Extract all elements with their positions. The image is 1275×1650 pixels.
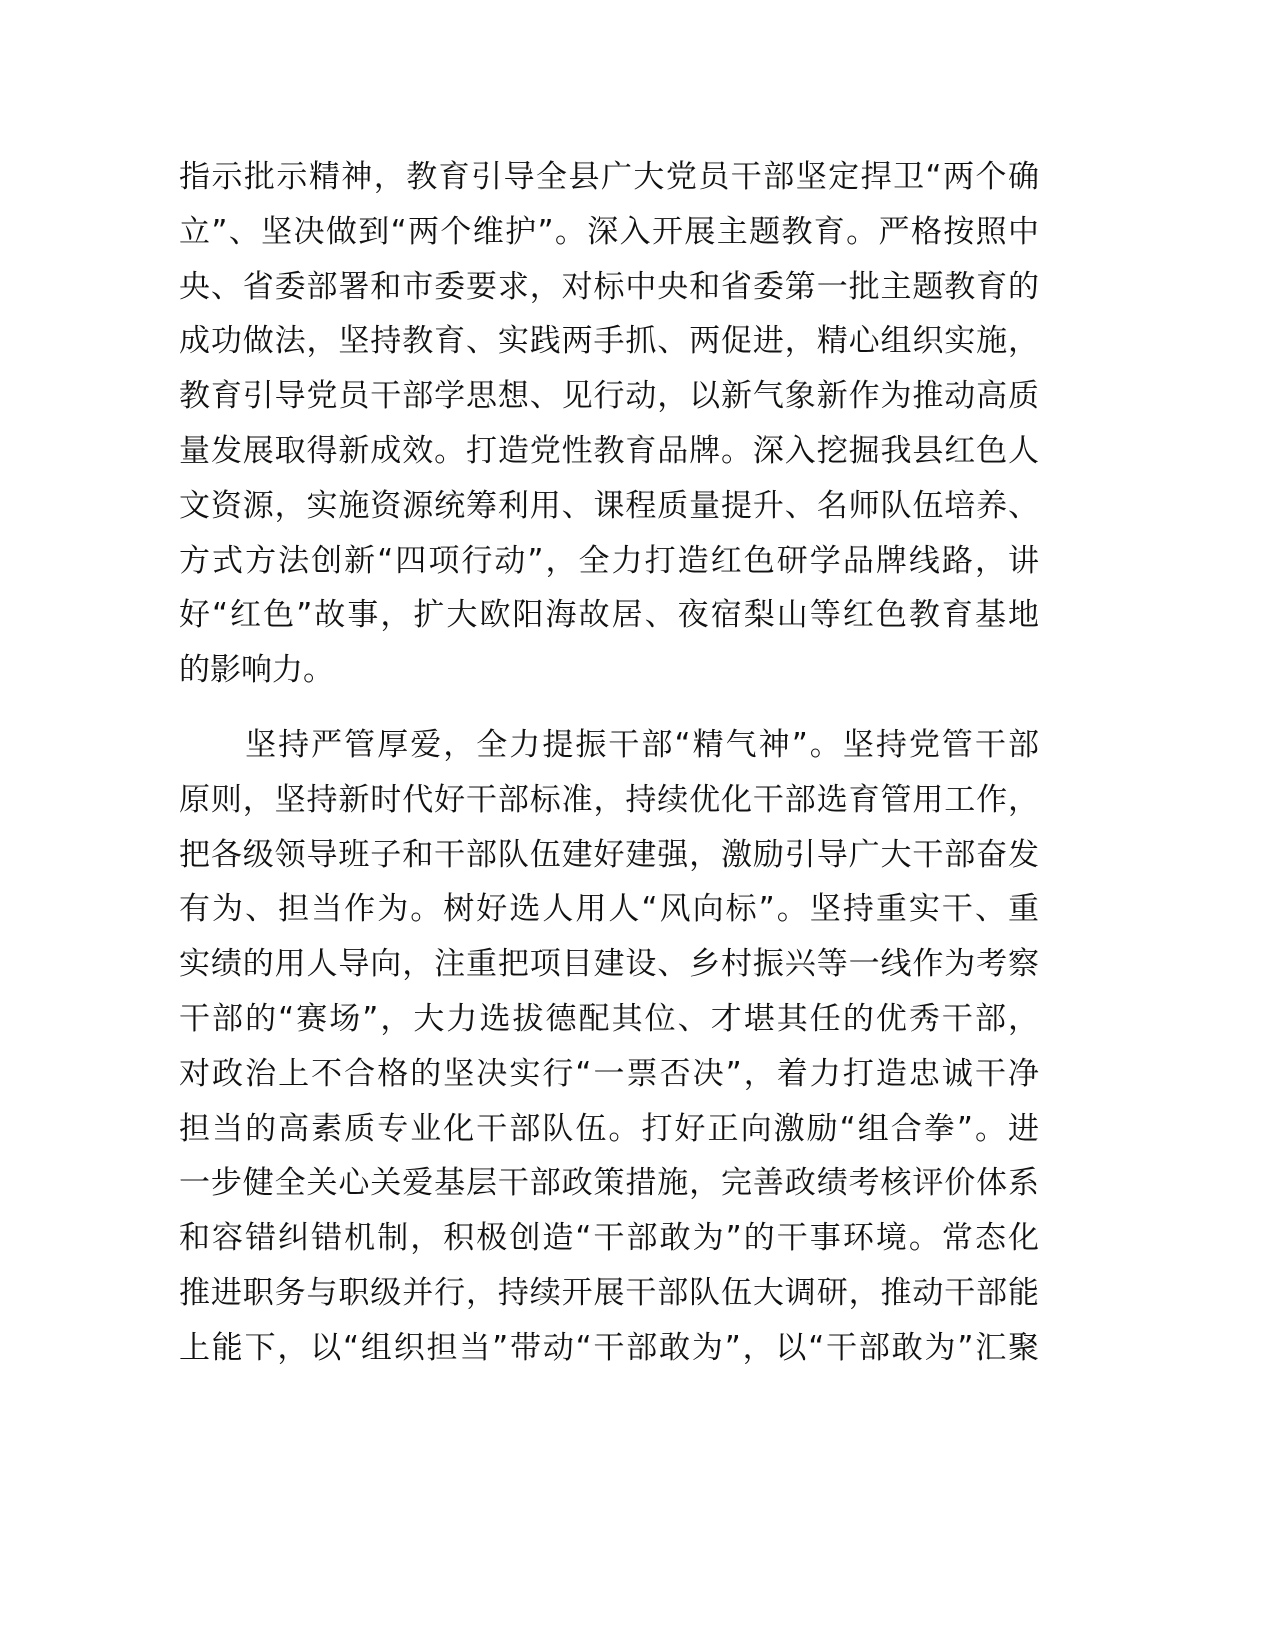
paragraph-line: 方式方法创新“四项行动”，全力打造红色研学品牌线路，讲 — [179, 542, 1039, 579]
paragraph-line: 原则，坚持新时代好干部标准，持续优化干部选育管用工作， — [179, 781, 1039, 818]
paragraph-line: 对政治上不合格的坚决实行“一票否决”，着力打造忠诚干净 — [179, 1055, 1039, 1092]
paragraph-line: 推进职务与职级并行，持续开展干部队伍大调研，推动干部能 — [179, 1274, 1039, 1311]
paragraph-1 — [179, 150, 1039, 698]
paragraph-line: 担当的高素质专业化干部队伍。打好正向激励“组合拳”。进 — [179, 1110, 1039, 1147]
paragraph-line: 成功做法，坚持教育、实践两手抓、两促进，精心组织实施， — [179, 323, 1039, 360]
paragraph-line: 文资源，实施资源统筹利用、课程质量提升、名师队伍培养、 — [179, 487, 1039, 524]
paragraph-line: 把各级领导班子和干部队伍建好建强，激励引导广大干部奋发 — [179, 836, 1039, 873]
paragraph-line: 实绩的用人导向，注重把项目建设、乡村振兴等一线作为考察 — [179, 946, 1039, 983]
paragraph-2 — [179, 718, 1039, 1376]
paragraph-line: 上能下，以“组织担当”带动“干部敢为”，以“干部敢为”汇聚 — [179, 1329, 1039, 1366]
paragraph-line: 指示批示精神，教育引导全县广大党员干部坚定捍卫“两个确 — [179, 159, 1039, 195]
paragraph-line: 教育引导党员干部学思想、见行动，以新气象新作为推动高质 — [179, 378, 1039, 415]
paragraph-line: 干部的“赛场”，大力选拔德配其位、才堪其任的优秀干部， — [179, 1000, 1039, 1037]
paragraph-line: 立”、坚决做到“两个维护”。深入开展主题教育。严格按照中 — [179, 213, 1039, 250]
paragraph-line: 好“红色”故事，扩大欧阳海故居、夜宿梨山等红色教育基地 — [179, 597, 1039, 634]
paragraph-line: 量发展取得新成效。打造党性教育品牌。深入挖掘我县红色人 — [179, 432, 1039, 469]
paragraph-line: 的影响力。 — [179, 652, 334, 689]
paragraph-line: 和容错纠错机制，积极创造“干部敢为”的干事环境。常态化 — [179, 1220, 1039, 1257]
paragraph-line: 坚持严管厚爱，全力提振干部“精气神”。坚持党管干部 — [179, 727, 1039, 763]
paragraph-line: 有为、担当作为。树好选人用人“风向标”。坚持重实干、重 — [179, 891, 1039, 928]
paragraph-line: 央、省委部署和市委要求，对标中央和省委第一批主题教育的 — [179, 268, 1039, 305]
paragraph-line: 一步健全关心关爱基层干部政策措施，完善政绩考核评价体系 — [179, 1165, 1039, 1202]
